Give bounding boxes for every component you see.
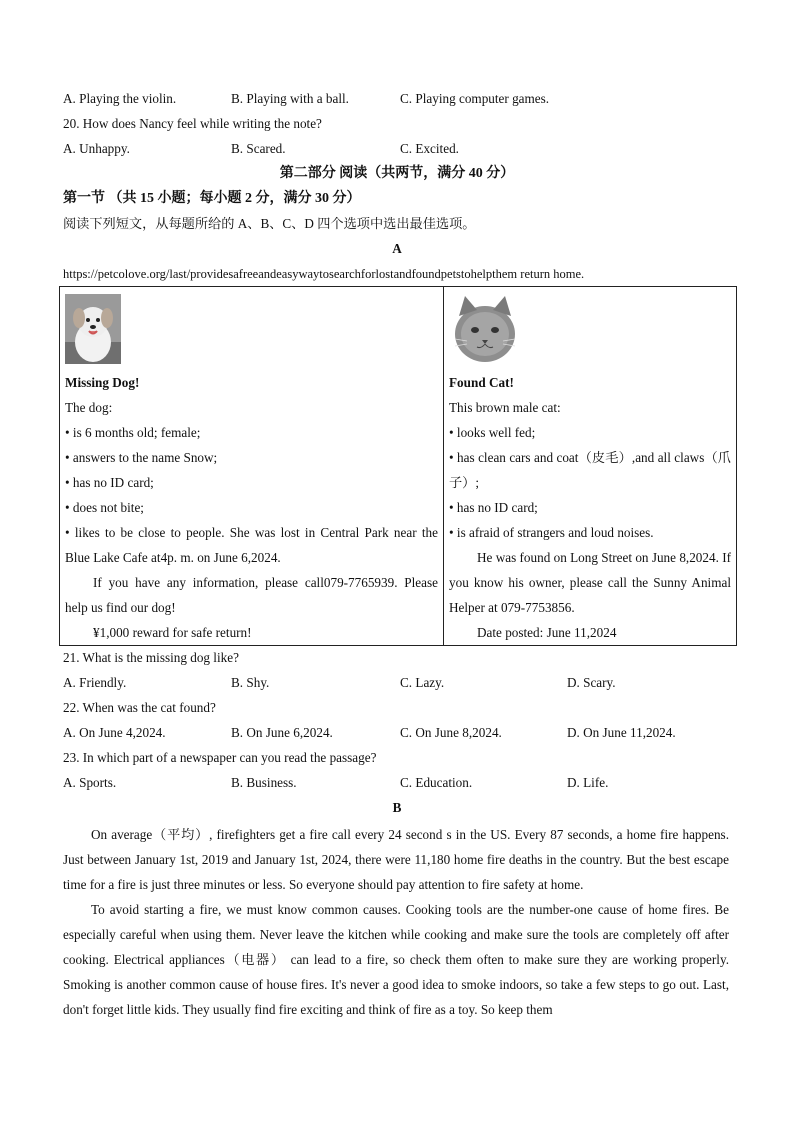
q22-option-a: A. On June 4,2024.: [63, 725, 166, 740]
cat-date-posted: Date posted: June 11,2024: [477, 625, 617, 640]
dog-bullet: • has no ID card;: [65, 475, 154, 490]
dog-contact: If you have any information, please call079-7765939. Please help us find our dog!: [65, 575, 438, 615]
q22-option-d: D. On June 11,2024.: [567, 725, 676, 740]
passage-a-letter: A: [392, 241, 402, 256]
q21-option-d: D. Scary.: [567, 675, 616, 690]
q19-option-b: B. Playing with a ball.: [231, 91, 349, 106]
passage-b-letter: B: [392, 800, 402, 815]
cat-photo: [449, 294, 521, 364]
cat-bullet: • is afraid of strangers and loud noises.: [449, 525, 654, 540]
q20-option-a: A. Unhappy.: [63, 141, 130, 156]
section1-title: 第一节 （共 15 小题；每小题 2 分，满分 30 分）: [63, 191, 361, 206]
cat-bullet: • has no ID card;: [449, 500, 538, 515]
q23-question: 23. In which part of a newspaper can you read the passage?: [63, 750, 377, 765]
q20-question: 20. How does Nancy feel while writing the note?: [63, 116, 322, 131]
missing-dog-ad: [60, 287, 444, 646]
cat-title: Found Cat!: [449, 375, 514, 390]
q22-option-c: C. On June 8,2024.: [400, 725, 502, 740]
found-cat-ad: [444, 287, 737, 646]
passage-b-body: [63, 822, 729, 1022]
q23-option-b: B. Business.: [231, 775, 297, 790]
dog-bullet-long: • likes to be close to people. She was lost in Central Park near the Blue Lake Cafe at4p. m. on June 6,2024.: [65, 525, 438, 565]
q21-option-b: B. Shy.: [231, 675, 270, 690]
cat-bullet: • has clean cars and coat（皮毛）,and all claws（爪子）;: [449, 450, 731, 490]
dog-bullet: • is 6 months old; female;: [65, 425, 201, 440]
dog-title: Missing Dog!: [65, 375, 140, 390]
dog-bullet: • does not bite;: [65, 500, 144, 515]
dog-intro: The dog:: [65, 400, 113, 415]
passage-b-paragraph: To avoid starting a fire, we must know common causes. Cooking tools are the number-one cause of home fires. Be especially careful when using them. Never leave the kitchen while cooking and make sure the tools are completely off after cooking. Electrical appliances（电器） can lead to a fire, so check them often to make sure they are working properly. Smoking is another common cause of house fires. It's never a good idea to smoke indoors, so take a few steps to go out. Last, don't forget little kids. They usually find fire exciting and think of fire as a toy. So keep them: [63, 902, 729, 1017]
cat-bullet: • looks well fed;: [449, 425, 536, 440]
q21-option-a: A. Friendly.: [63, 675, 127, 690]
dog-photo: [65, 294, 121, 364]
instructions: 阅读下列短文，从每题所给的 A、B、C、D 四个选项中选出最佳选项。: [63, 216, 476, 231]
q21-question: 21. What is the missing dog like?: [63, 650, 239, 665]
passage-b-paragraph: On average（平均）, firefighters get a fire call every 24 second s in the US. Every 87 seconds, a home fire happens. Just between January 1st, 2019 and January 1st, 2024, there were 11,180 home fire deaths in the country. But the best escape time for a fire is just three minutes or less. So everyone should pay attention to fire safety at home.: [63, 827, 729, 892]
q20-option-b: B. Scared.: [231, 141, 286, 156]
q22-option-b: B. On June 6,2024.: [231, 725, 333, 740]
ads-table: [59, 286, 737, 646]
q23-option-c: C. Education.: [400, 775, 473, 790]
cat-intro: This brown male cat:: [449, 400, 561, 415]
cat-found: He was found on Long Street on June 8,2024. If you know his owner, please call the Sunny Animal Helper at 079-7753856.: [449, 550, 731, 615]
q21-option-c: C. Lazy.: [400, 675, 445, 690]
q19-option-a: A. Playing the violin.: [63, 91, 177, 106]
part2-title: 第二部分 阅读（共两节，满分 40 分）: [279, 166, 515, 181]
q22-question: 22. When was the cat found?: [63, 700, 216, 715]
source-url: https://petcolove.org/last/providesafreeandeasywaytosearchforlostandfoundpetstohelpthem return home.: [63, 267, 585, 281]
q23-option-d: D. Life.: [567, 775, 609, 790]
q20-option-c: C. Excited.: [400, 141, 459, 156]
dog-reward: ¥1,000 reward for safe return!: [93, 625, 252, 640]
dog-bullet: • answers to the name Snow;: [65, 450, 218, 465]
q23-option-a: A. Sports.: [63, 775, 117, 790]
q19-option-c: C. Playing computer games.: [400, 91, 550, 106]
